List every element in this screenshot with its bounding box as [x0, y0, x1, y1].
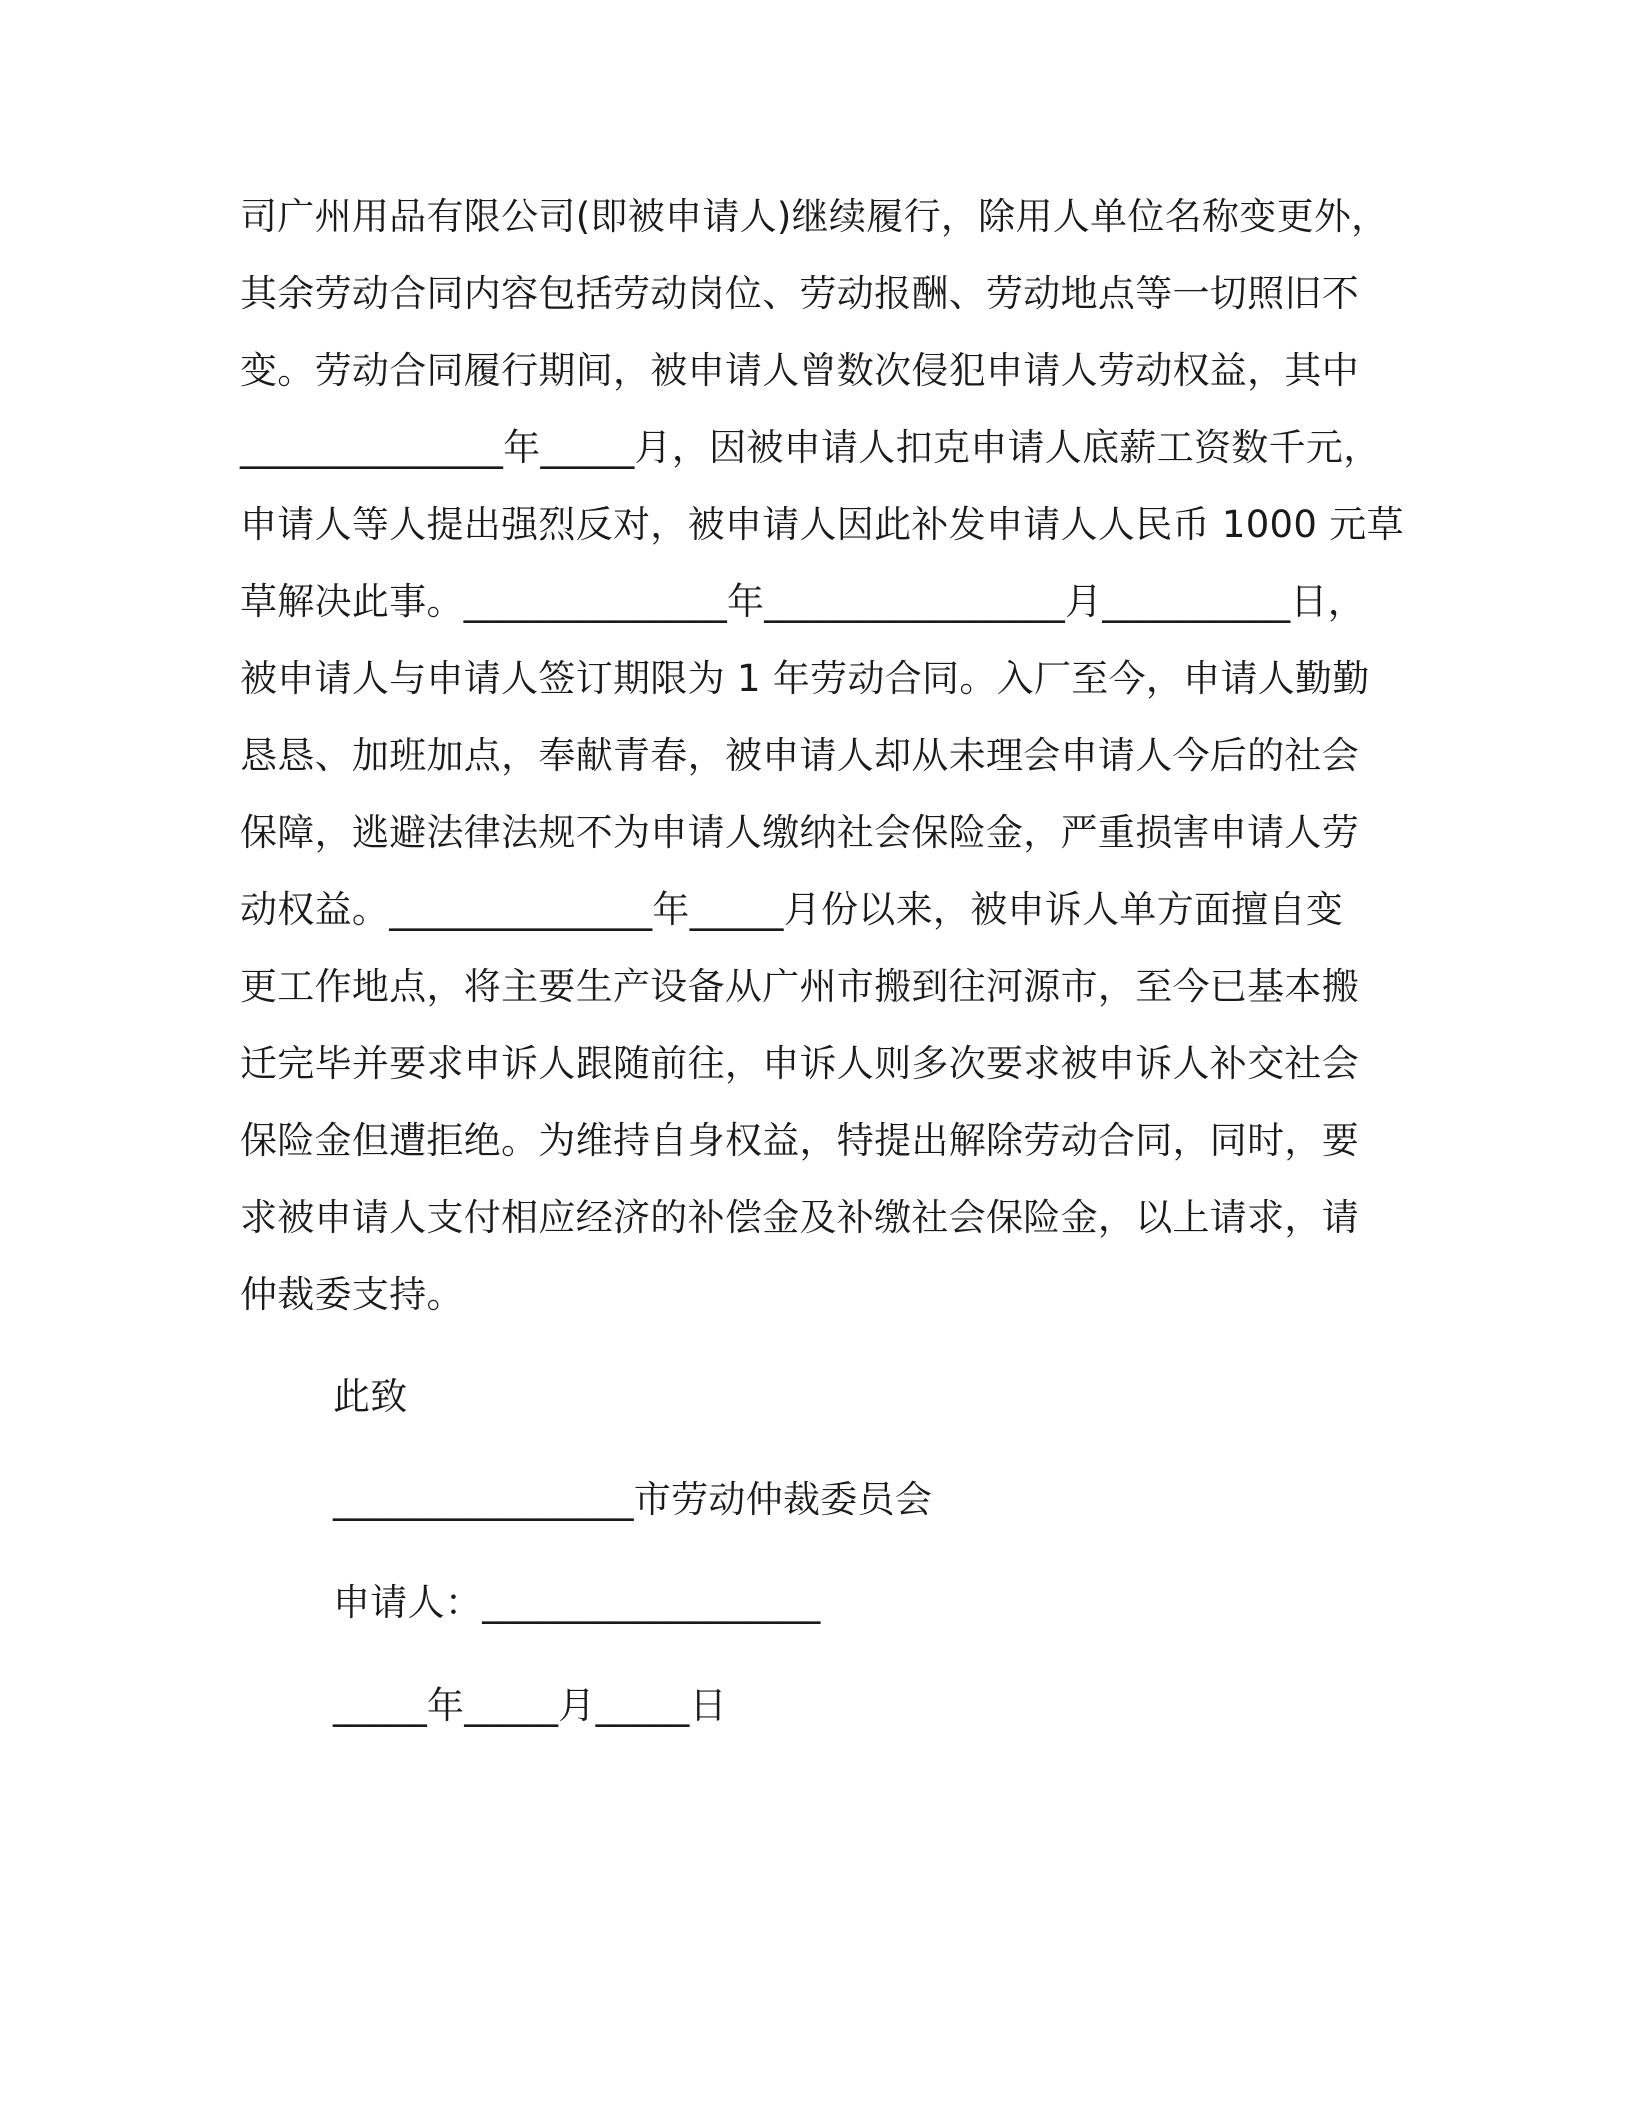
- body-line: 仲裁委支持。: [240, 1273, 464, 1316]
- date-line: _____年_____月_____日: [333, 1684, 727, 1727]
- body-line: 被申请人与申请人签订期限为 1 年劳动合同。入厂至今，申请人勤勤: [240, 657, 1370, 700]
- body-line: 草解决此事。______________年________________月__________日，: [240, 580, 1365, 623]
- body-line: ______________年_____月，因被申请人扣克申请人底薪工资数千元，: [240, 426, 1381, 469]
- body-line: 申请人等人提出强烈反对，被申请人因此补发申请人人民币 1000 元草: [240, 503, 1404, 546]
- body-line: 变。劳动合同履行期间，被申请人曾数次侵犯申请人劳动权益，其中: [240, 349, 1359, 392]
- body-line: 保障，逃避法律法规不为申请人缴纳社会保险金，严重损害申请人劳: [240, 811, 1359, 854]
- body-line: 更工作地点，将主要生产设备从广州市搬到往河源市，至今已基本搬: [240, 965, 1359, 1008]
- body-line: 保险金但遭拒绝。为维持自身权益，特提出解除劳动合同，同时，要: [240, 1119, 1359, 1162]
- body-line: 迁完毕并要求申诉人跟随前往，申诉人则多次要求被申诉人补交社会: [240, 1042, 1359, 1085]
- body-line: 恳恳、加班加点，奉献青春，被申请人却从未理会申请人今后的社会: [240, 734, 1359, 777]
- body-line: 其余劳动合同内容包括劳动岗位、劳动报酬、劳动地点等一切照旧不: [240, 272, 1359, 315]
- applicant-signature-line: 申请人：__________________: [333, 1581, 821, 1624]
- body-line: 司广州用品有限公司(即被申请人)继续履行，除用人单位名称变更外，: [240, 195, 1389, 238]
- closing-recipient: ________________市劳动仲裁委员会: [333, 1478, 933, 1521]
- closing-salutation: 此致: [333, 1375, 408, 1418]
- body-line: 动权益。______________年_____月份以来，被申诉人单方面擅自变: [240, 888, 1344, 931]
- body-line: 求被申请人支付相应经济的补偿金及补缴社会保险金，以上请求，请: [240, 1196, 1359, 1239]
